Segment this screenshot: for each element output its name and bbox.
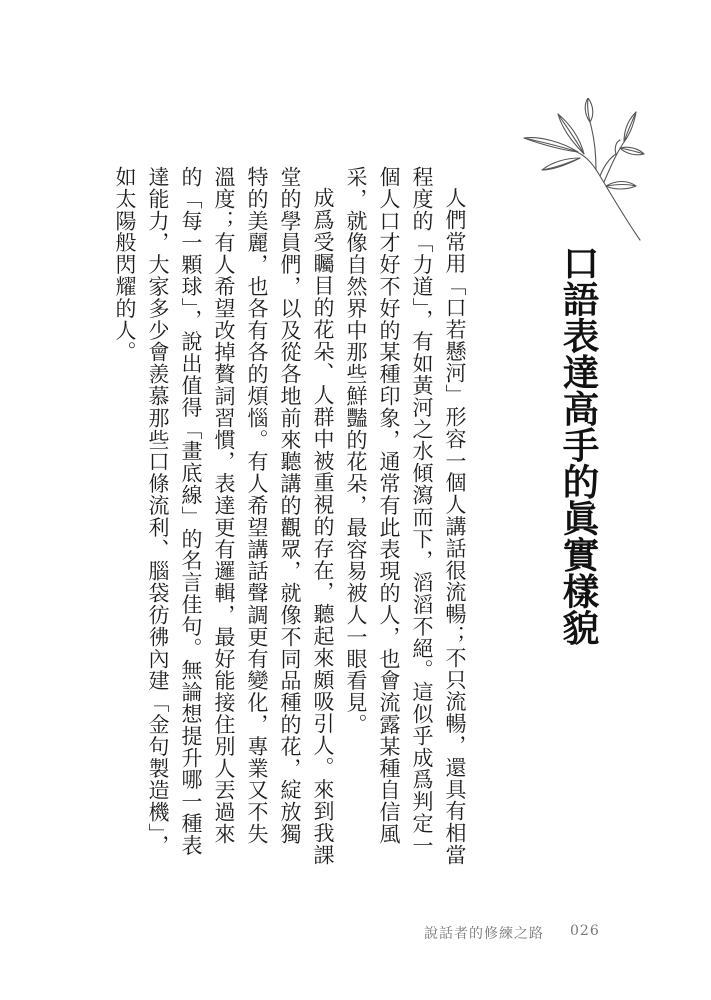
paragraph: 成爲受矚目的花朵、人群中被重視的存在，聽起來頗吸引人。來到我課堂的學員們，以及從各地前來聽講的觀眾，就像不同品種的花，綻放獨特的美麗，也各有各的煩惱。有人希望講話聲調更有變化，專業又不失溫度；有人希望改掉贅詞習慣，表達更有邏輯，最好能接住別人丟過來的「每一顆球」，說出值得「畫底線」的名言佳句。無論想提升哪一種表達能力，大家多少會羨慕那些口條流利、腦袋彷彿內建「金句製造機」，如太陽般閃耀的人。 — [113, 166, 335, 866]
paragraph: 人們常用「口若懸河」形容一個人講話很流暢；不只流暢，還具有相當程度的「力道」，有如黃河之水傾瀉而下，滔滔不絕。這似乎成爲判定一個人口才好不好的某種印象，通常有此表現的人，也會流露某種自信風采，就像自然界中那些鮮豔的花朵，最容易被人一眼看見。 — [344, 166, 467, 866]
page-footer — [400, 923, 620, 947]
running-book-title: 說話者的修練之路 — [424, 926, 544, 942]
chapter-title: 口語表達高手的眞實樣貌 — [557, 244, 600, 646]
page-number: 026 — [570, 923, 600, 939]
body-text — [108, 166, 471, 866]
flower-sprig-icon — [520, 98, 645, 248]
